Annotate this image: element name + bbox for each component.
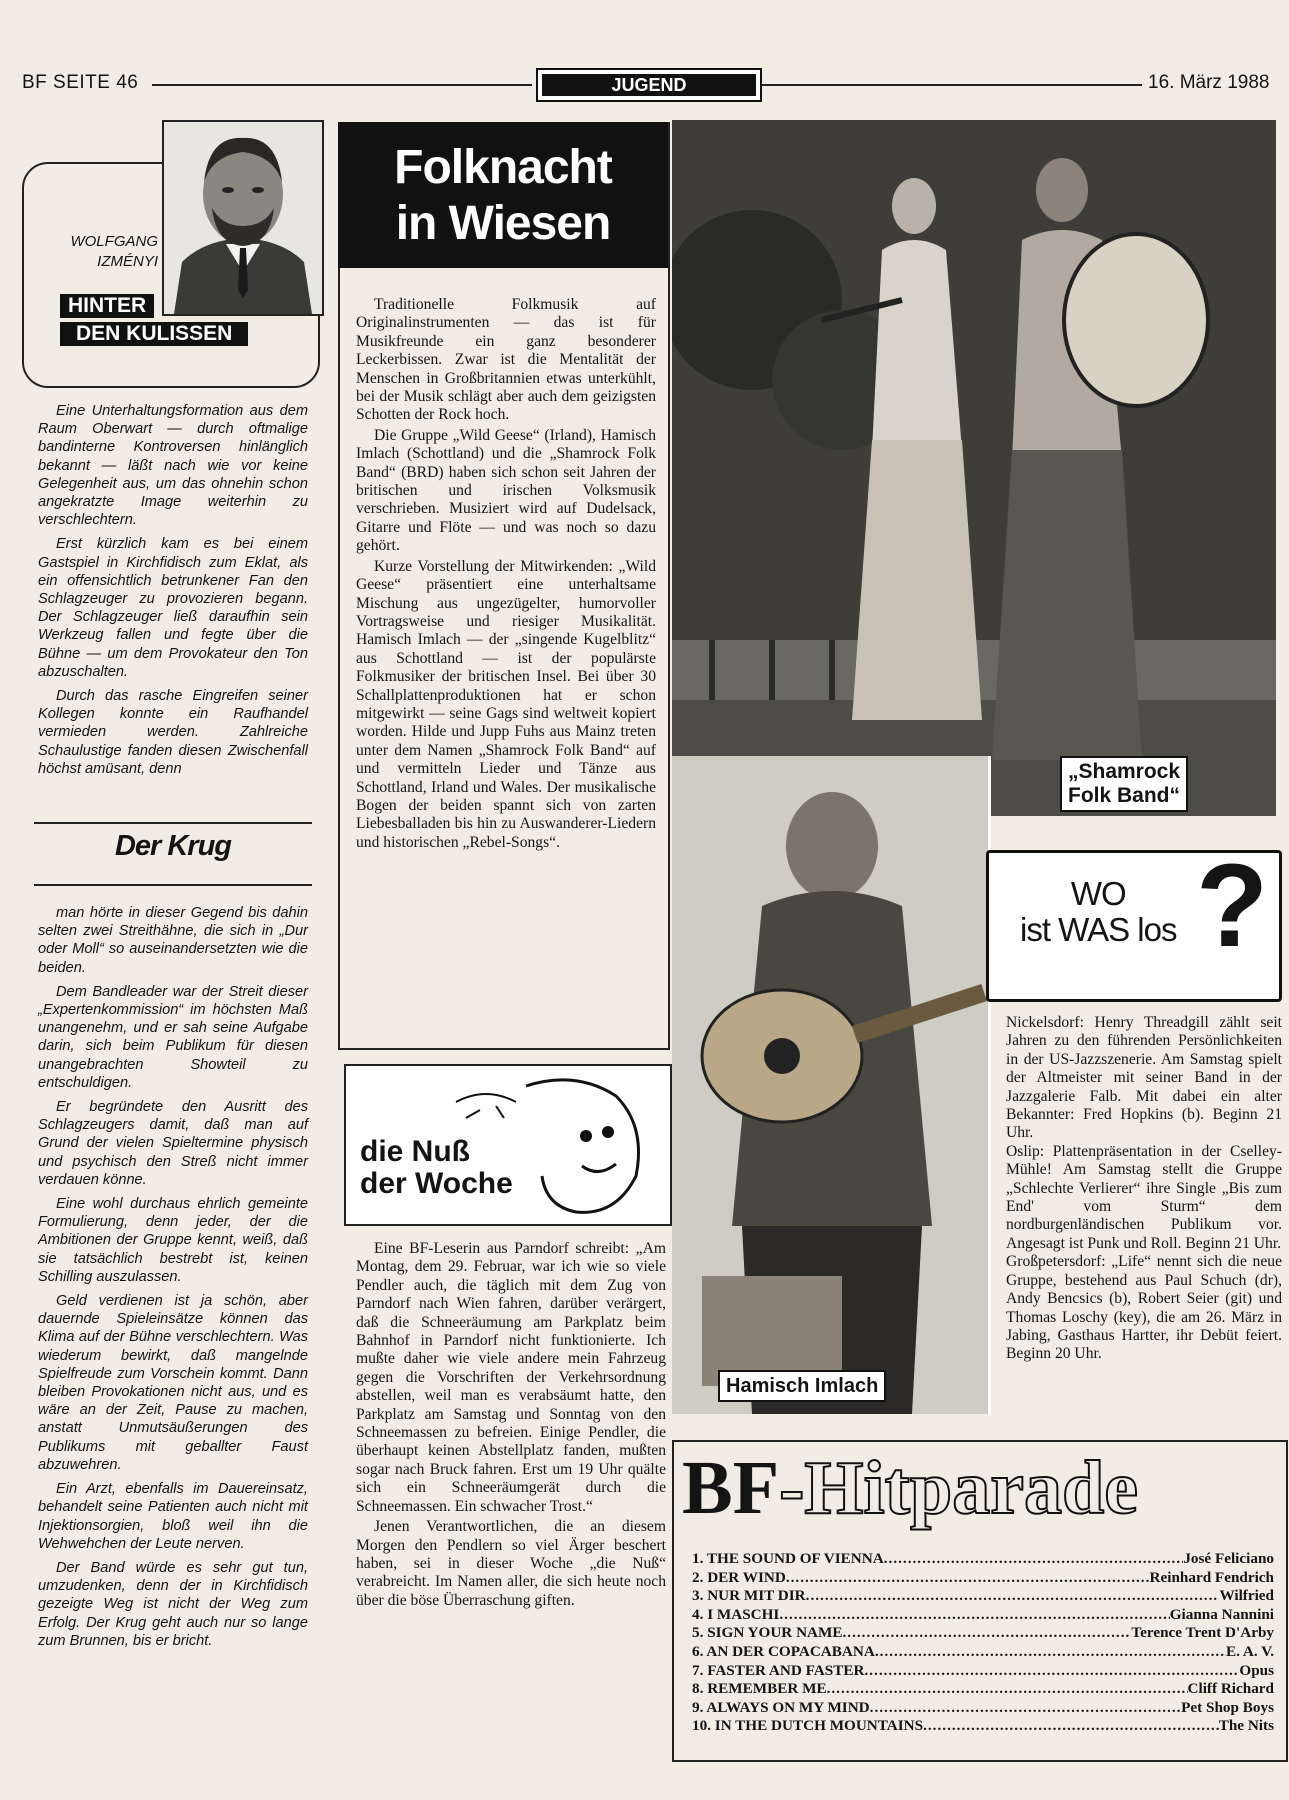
- article-body: [356, 296, 656, 854]
- event-item: Oslip: Plattenpräsentation in der Cselley-Mühle! Am Samstag stellt die Gruppe „Schlechte Verlierer“ ihre Single „Bis zum End' vom Sturm“ dem nordburgenländischen Publikum vor. Angesagt ist Punk und Roll. Beginn 21 Uhr.: [1006, 1142, 1282, 1252]
- leader-dots: [779, 1606, 1169, 1625]
- article-paragraph: Die Gruppe „Wild Geese“ (Irland), Hamisch Imlach (Schottland) und die „Shamrock Folk Band“ (BRD) haben sich schon seit Jahren der britischen und irischen Volksmusik verschrieben. Musiziert wird auf Dudelsack, Gitarre und Flöte — und was noch so dazu gehört.: [356, 426, 656, 555]
- author-first-name: WOLFGANG: [70, 233, 158, 250]
- hitparade-row: [692, 1699, 1274, 1718]
- hit-artist: Wilfried: [1219, 1587, 1274, 1605]
- hit-artist: José Feliciano: [1183, 1550, 1274, 1567]
- column-paragraph: Geld verdienen ist ja schön, aber dauernde Spieleinsätze können das Klima auf der Bühne verschlechtern. Was wiederum bewirkt, daß mangelnde Spielfreude zum Vorschein kommt. Dann bleiben Provokationen nicht aus, und es wäre an der Zeit, Pause zu machen, anstatt Unmutsäußerungen des Publikums mit geballter Faust abzuwehren.: [38, 1293, 308, 1473]
- hit-title: 7. FASTER AND FASTER: [692, 1661, 865, 1679]
- column-kicker-line1: HINTER: [60, 294, 154, 318]
- nuss-paragraph: Jenen Verantwortlichen, die an diesem Morgen den Pendlern so viel Ärger beschert haben, sei in dieser Woche „die Nuß“ verabreicht. Im Namen aller, die sich heute noch über die böse Überraschung giften.: [356, 1518, 666, 1609]
- issue-date: 16. März 1988: [1148, 72, 1270, 93]
- column-paragraph: Ein Arzt, ebenfalls im Dauereinsatz, behandelt seine Patienten auch nicht mit Injektionsorgien, bloß weil ihn die Wehwehchen der Leute nerven.: [38, 1481, 308, 1552]
- leader-dots: [864, 1662, 1239, 1681]
- hitparade-title-rest: -Hitparade: [779, 1446, 1138, 1530]
- hitparade-title: [682, 1440, 1138, 1536]
- event-item: Nickelsdorf: Henry Threadgill zählt seit Jahren zu den führenden Persönlichkeiten in der US-Jazzszenerie. Am Samstag spielt der Altmeister mit seiner Band in der Jazzgalerie Falb. Mit dabei ein alter Bekannter: Fred Hopkins (b). Beginn 21 Uhr.: [1006, 1014, 1282, 1142]
- article-headline: [338, 122, 668, 268]
- event-item: Großpetersdorf: „Life“ nennt sich die neue Gruppe, bestehend aus Paul Schuch (dr), Andy Bencsics (b), Robert Seier (git) und Thomas Loschy (key), die am 26. März in Jabing, Gasthaus Hartter, ihr Debüt feiert. Beginn 20 Uhr.: [1006, 1253, 1282, 1363]
- hit-title: 4. I MASCHI: [692, 1605, 780, 1623]
- hitparade-title-bf: BF: [682, 1446, 780, 1530]
- hit-title: 5. SIGN YOUR NAME: [692, 1624, 843, 1642]
- hit-artist: Terence Trent D'Arby: [1131, 1624, 1274, 1642]
- section-label-box: [536, 68, 762, 102]
- hit-title: 8. REMEMBER ME: [692, 1680, 827, 1698]
- headline-line2: in Wiesen: [395, 197, 611, 250]
- leader-dots: [875, 1643, 1226, 1662]
- nuss-paragraph: Eine BF-Leserin aus Parndorf schreibt: „Am Montag, dem 29. Februar, war ich wie so viele Pendler auch, die täglich mit dem Zug von Parndorf nach Wien fahren, darüber verärgert, daß die Schneeräumung am Parkplatz beim Bahnhof in Parndorf nicht funktionierte. Ich mußte daher wie viele andere mein Fahrzeug gegen die Vorschriften der Verkehrsordnung abstellen, weil man es verabsäumt hatte, den Parkplatz am Samstag und Sonntag von den Schneemassen zu befreien. Einige Pendler, die überhaupt keinen Abstellplatz fanden, mußten sogar nach Bruck fahren. Erst um 19 Uhr quälte sich ein Schneeräumgerät durch die Schneemassen. Ein schwacher Trost.“: [356, 1240, 666, 1515]
- caption-line1: „Shamrock: [1068, 760, 1181, 783]
- column-paragraph: Eine Unterhaltungsformation aus dem Raum Oberwart — durch oftmalige bandinterne Kontroversen hinlänglich bekannt — läßt nach wie vor keine Gelegenheit aus, um das ohnehin schon angekratzte Image weiterhin zu verschlechtern.: [38, 403, 308, 529]
- band-photo-caption: [1060, 756, 1188, 812]
- hitparade-row: [692, 1624, 1274, 1643]
- column-kicker-line2: DEN KULISSEN: [60, 322, 248, 346]
- hit-artist: Cliff Richard: [1187, 1680, 1274, 1698]
- column-paragraph: Der Band würde es sehr gut tun, umzudenken, denn der in Kirchfidisch gezeigte Weg ist nicht der Weg zum Erfolg. Der Krug geht auch nur so lange zum Brunnen, bis er bricht.: [38, 1559, 308, 1649]
- subhead-rule-bottom: [34, 884, 312, 886]
- leader-dots: [806, 1587, 1220, 1606]
- author-photo: [162, 120, 324, 316]
- singer-photo-caption: Hamisch Imlach: [718, 1370, 886, 1402]
- column-paragraph: Dem Bandleader war der Streit dieser „Expertenkommission“ im höchsten Maß unangenehm, und er sah seine Aufgabe darin, sich beim Publikum für diesen unangebrachten Showteil zu entschuldigen.: [38, 983, 308, 1091]
- headline-line1: Folknacht: [394, 141, 612, 194]
- page-number: BF SEITE 46: [22, 72, 139, 93]
- article-paragraph: Traditionelle Folkmusik auf Originalinstrumenten — das ist für Musikfreunde ein ganz besonderer Leckerbissen. Zwar ist die Mentalität der Menschen in Großbritannien etwas unterkühlt, bei der Musik schlägt aber auch dem geizigsten Schotten der Rock hoch.: [356, 296, 656, 424]
- nuss-title-line2: der Woche: [360, 1167, 513, 1200]
- band-photo-illustration: [672, 120, 1276, 816]
- column-paragraph: Erst kürzlich kam es bei einem Gastspiel in Kirchfidisch zum Eklat, als ein offensichtlich betrunkener Fan den Schlagzeuger zu provozieren begann. Der Schlagzeuger ließ daraufhin sein Werkzeug fallen und fegte über die Bühne — um dem Provokateur den Ton abzuschalten.: [38, 536, 308, 680]
- hit-artist: Gianna Nannini: [1169, 1605, 1274, 1623]
- hit-artist: Opus: [1239, 1661, 1274, 1679]
- hit-title: 6. AN DER COPACABANA: [692, 1642, 875, 1660]
- events-list: [1006, 1014, 1282, 1364]
- hitparade-row: [692, 1717, 1274, 1736]
- hit-artist: E. A. V.: [1226, 1642, 1274, 1660]
- leader-dots: [923, 1717, 1219, 1736]
- hit-title: 1. THE SOUND OF VIENNA: [692, 1550, 884, 1567]
- leader-dots: [842, 1624, 1131, 1643]
- leader-dots: [786, 1569, 1150, 1588]
- column-paragraph: Er begründete den Ausritt des Schlagzeugers damit, daß man auf Grund der vielen Spieltermine physisch und psychisch den Streß nicht immer verdauen könne.: [38, 1099, 308, 1188]
- hitparade-row: [692, 1569, 1274, 1588]
- events-header-line1: WO: [1070, 875, 1126, 912]
- hit-artist: The Nits: [1218, 1717, 1274, 1735]
- hitparade-row: [692, 1587, 1274, 1606]
- hitparade-row: [692, 1680, 1274, 1699]
- hit-title: 9. ALWAYS ON MY MIND: [692, 1698, 870, 1716]
- section-label: JUGEND: [542, 74, 756, 96]
- hit-title: 10. IN THE DUTCH MOUNTAINS: [692, 1717, 924, 1735]
- author-last-name: IZMÉNYI: [97, 253, 158, 270]
- author-name: [40, 232, 158, 272]
- author-portrait-illustration: [164, 122, 322, 314]
- hitparade-row: [692, 1643, 1274, 1662]
- singer-photo-illustration: [672, 756, 988, 1414]
- header-rule-right: [762, 84, 1142, 86]
- events-header-line2: ist WAS los: [1020, 911, 1177, 948]
- column-paragraph: man hörte in dieser Gegend bis dahin selten zwei Streithähne, die sich in „Dur oder Moll“ so auseinandersetzten wie die beiden.: [38, 905, 308, 976]
- caption-line2: Folk Band“: [1068, 784, 1181, 807]
- hit-artist: Reinhard Fendrich: [1149, 1568, 1274, 1586]
- nuss-body: [356, 1240, 666, 1612]
- leader-dots: [884, 1550, 1184, 1569]
- singer-photo: [672, 756, 991, 1414]
- article-paragraph: Kurze Vorstellung der Mitwirkenden: „Wild Geese“ präsentiert eine unterhaltsame Mischung aus ungezügelter, humorvoller Vortragsweise und riesiger Musikalität. Hamisch Imlach — der „singende Kugelblitz“ aus Schottland — ist der populärste Folkmusiker der britischen Insel. Bei über 30 Schallplattenproduktionen hat er schon mitgewirkt — seine Gags sind weltweit kopiert worden. Hilde und Jupp Fuhs aus Mainz treten unter dem Namen „Shamrock Folk Band“ auf und vermitteln Lieder und Tänze aus Schottland, Irland und Wales. Der musikalische Bogen der beiden spannt sich von zarten Liebesballaden bis hin zu Auswanderer-Liedern und historischen „Rebel-Songs“.: [356, 557, 656, 851]
- nuss-title: [360, 1136, 513, 1200]
- hitparade-row: [692, 1662, 1274, 1681]
- hitparade-row: [692, 1550, 1274, 1569]
- hitparade-row: [692, 1606, 1274, 1625]
- events-header: [1020, 876, 1176, 948]
- column-text-top: [38, 402, 308, 784]
- hit-title: 2. DER WIND: [692, 1568, 786, 1586]
- question-mark-icon: ?: [1196, 840, 1269, 972]
- leader-dots: [827, 1680, 1188, 1699]
- column-text-bottom: [38, 904, 308, 1656]
- column-paragraph: Durch das rasche Eingreifen seiner Kollegen konnte ein Raufhandel vermieden werden. Zahlreiche Schaulustige fanden diesen Zwischenfall höchst amüsant, denn: [38, 688, 308, 777]
- column-subhead: Der Krug: [114, 830, 232, 862]
- hitparade-list: [692, 1550, 1274, 1736]
- leader-dots: [870, 1699, 1182, 1718]
- subhead-rule-top: [34, 822, 312, 824]
- hit-title: 3. NUR MIT DIR: [692, 1587, 806, 1605]
- hit-artist: Pet Shop Boys: [1181, 1698, 1274, 1716]
- header-rule-left: [152, 84, 532, 86]
- column-paragraph: Eine wohl durchaus ehrlich gemeinte Formulierung, denn jeder, der die Ambitionen der Gruppe kennt, weiß, daß sie tatsächlich bestrebt ist, keinen Schilling auszulassen.: [38, 1196, 308, 1285]
- nuss-title-line1: die Nuß: [360, 1135, 470, 1168]
- band-photo: [672, 120, 1276, 816]
